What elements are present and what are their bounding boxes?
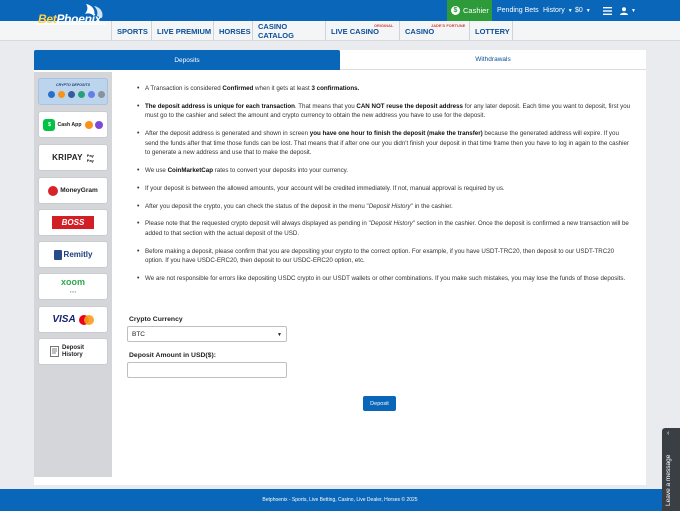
boss-revolution-label: BOSS (52, 216, 95, 229)
tab-deposits[interactable]: Deposits (34, 50, 340, 70)
footer-text: Betphoenix - Sports, Live Betting, Casino, Live Dealer, Horses © 2025 (262, 497, 418, 503)
rule-item: • After you deposit the crypto, you can check the status of the deposit in the menu "Deposit History" in the cashier. (137, 202, 632, 212)
chevron-down-icon: ▼ (567, 7, 573, 14)
cash-app-label: Cash App (57, 121, 82, 128)
deposit-history-label: Deposit History (62, 344, 85, 358)
chevron-down-icon: ▼ (585, 7, 591, 14)
method-deposit-history[interactable] (38, 338, 108, 365)
crypto-coin-icon (95, 121, 103, 129)
remitly-label: Remitly (63, 250, 93, 259)
pay-icons: Pay Pay (86, 152, 94, 163)
method-moneygram[interactable] (38, 177, 108, 204)
jades-fortune-badge: JADE'S FORTUNE (431, 24, 466, 28)
visa-label: VISA (52, 314, 76, 325)
pending-bets-link[interactable]: Pending Bets (497, 7, 539, 14)
crypto-currency-value: BTC (132, 330, 145, 338)
betphoenix-logo[interactable] (34, 2, 108, 30)
chevron-down-icon: ▼ (631, 7, 636, 14)
moneygram-icon (48, 186, 58, 196)
method-remitly[interactable] (38, 241, 108, 268)
method-kripay[interactable] (38, 144, 108, 171)
nav-sports[interactable]: SPORTS (111, 21, 151, 41)
nav-casino[interactable] (399, 21, 469, 41)
tab-withdrawals[interactable]: Withdrawals (340, 50, 646, 70)
remitly-icon (54, 250, 62, 260)
rule-item: • A Transaction is considered Confirmed when it gets at least 3 confirmations. (137, 84, 632, 94)
ethereum-icon (88, 91, 95, 98)
document-icon (50, 346, 59, 357)
menu-icon (603, 7, 612, 15)
nav-live-casino-label: LIVE CASINO (331, 26, 379, 36)
nav-casino-catalog[interactable]: CASINO CATALOG (252, 21, 325, 41)
original-badge: ORIGINAL (374, 24, 394, 28)
method-crypto-deposits[interactable] (38, 78, 108, 105)
tether-icon (78, 91, 85, 98)
crypto-coin-icon (98, 91, 105, 98)
logo-text: BetPhoenix (38, 12, 102, 26)
method-boss-revolution[interactable] (38, 209, 108, 236)
deposit-button[interactable]: Deposit (363, 396, 396, 411)
nav-live-premium[interactable]: LIVE PREMIUM (151, 21, 213, 41)
rule-item: • We are not responsible for errors like depositing USDC crypto in our USDT wallets or other combinations. If you make such mistakes, you may lose the funds of those deposits. (137, 274, 632, 284)
balance-menu[interactable] (575, 0, 591, 21)
balance-label: $0 (575, 7, 583, 14)
cashier-label: Cashier (463, 6, 489, 15)
bitcoin-icon (58, 91, 65, 98)
method-crypto-label: CRYPTO DEPOSITS (55, 82, 91, 87)
rule-item: • We use CoinMarketCap rates to convert your deposits into your currency. (137, 166, 632, 176)
rule-item: • Please note that the requested crypto deposit will always displayed as pending in "Deposit History" section in the cashier. Once the deposit is confirmed a new transaction will be added to that section with the actual deposit of the USD. (137, 219, 632, 238)
history-label: History (543, 7, 565, 14)
nav-horses[interactable]: HORSES (213, 21, 252, 41)
crypto-currency-select[interactable] (127, 326, 287, 342)
usdc-icon (48, 91, 55, 98)
crypto-currency-label: Crypto Currency (129, 316, 183, 323)
crypto-coin-icons (48, 91, 105, 98)
history-menu[interactable] (543, 0, 573, 21)
nav-lottery[interactable]: LOTTERY (469, 21, 513, 41)
mastercard-icon (84, 315, 94, 325)
user-menu[interactable] (620, 0, 636, 21)
deposit-amount-label: Deposit Amount in USD($): (129, 352, 216, 359)
rule-item: • The deposit address is unique for each transaction. That means that you CAN NOT reuse the deposit address for any later deposit. Each time you want to deposit, first you must go to the cashier and select the amount and crypto currency to obtain the new address you have to use for the deposit. (137, 102, 632, 121)
deposit-rules (137, 84, 632, 292)
rule-item: • If your deposit is between the allowed amounts, your account will be credited immediately. If not, manual approval is required by us. (137, 184, 632, 194)
cash-app-icon: $ (43, 119, 55, 131)
menu-button[interactable] (603, 0, 612, 21)
rule-item: • After the deposit address is generated and shown in screen you have one hour to finish the deposit (make the transfer) because the generated address will expire. If you send the funds after that time those funds can be lost. That means that if after one our you didn't finish your deposit in that time frame then you have to log in again to the cashier to generate a new address and use that to make the deposit. (137, 129, 632, 158)
deposit-amount-input[interactable] (127, 362, 287, 378)
leave-message-widget[interactable] (662, 428, 680, 511)
chevron-left-icon: ‹ (667, 430, 670, 437)
xoom-label: xoom (60, 276, 85, 287)
dollar-icon: $ (451, 6, 460, 15)
paypal-subtitle-icon: ▪ ▪ ▪ (70, 289, 76, 294)
moneygram-label: MoneyGram (60, 187, 98, 194)
user-icon (620, 7, 628, 15)
bitcoin-icon (85, 121, 93, 129)
nav-live-casino[interactable] (325, 21, 399, 41)
leave-message-label: Leave a message (665, 454, 672, 506)
method-xoom[interactable] (38, 273, 108, 300)
litecoin-icon (68, 91, 75, 98)
method-visa-mastercard[interactable] (38, 306, 108, 333)
chevron-down-icon: ▼ (277, 332, 282, 338)
kripay-label: KRIPAY (52, 153, 83, 162)
footer (0, 489, 680, 511)
method-cash-app[interactable] (38, 111, 108, 138)
nav-casino-label: CASINO (405, 26, 435, 36)
rule-item: • Before making a deposit, please confirm that you are depositing your crypto to the correct option. For example, if you have USDT-TRC20, then deposit to our USDT-TRC20 option. If you have USDC-ERC20, then deposit to our USDC-ERC20 option, etc. (137, 247, 632, 266)
cashier-button[interactable] (447, 0, 492, 21)
